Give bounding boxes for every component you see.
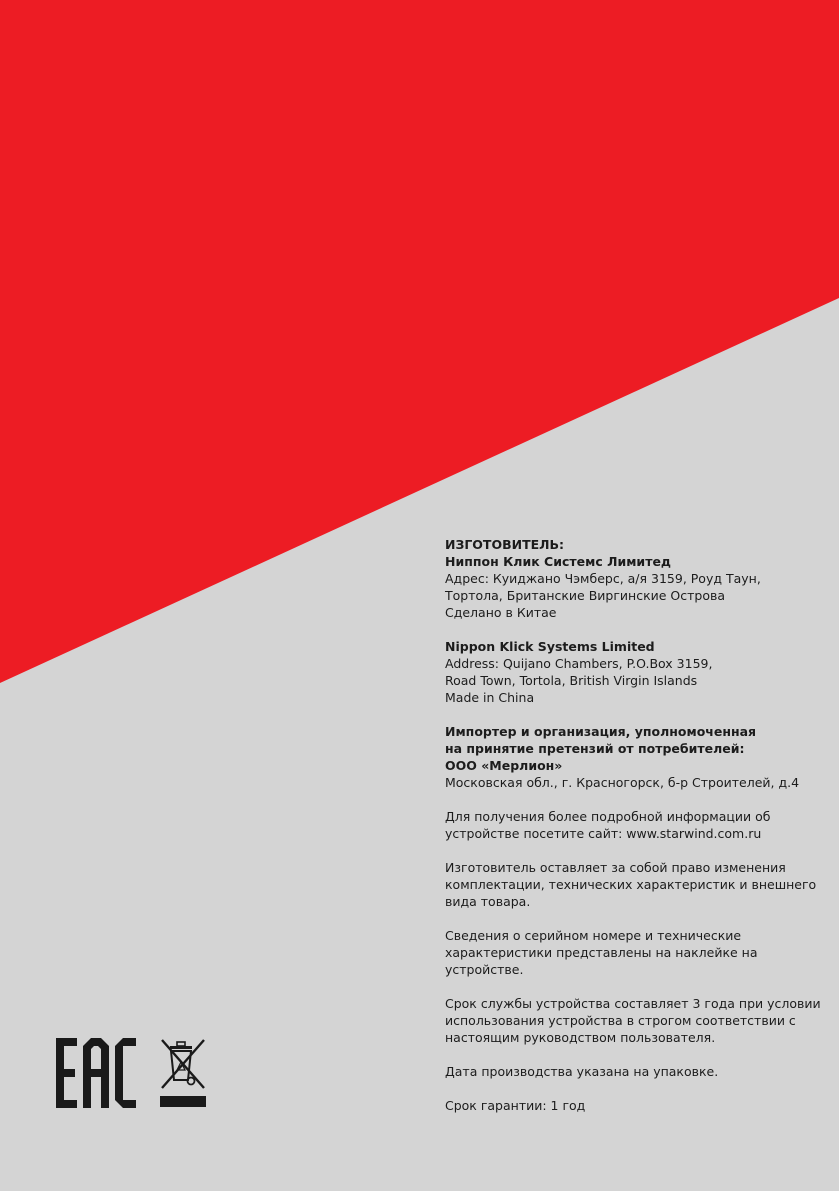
production-date-section	[445, 1063, 825, 1080]
manufacturer-heading: ИЗГОТОВИТЕЛЬ:	[445, 537, 565, 552]
service-life-line2: использования устройства в строгом соответствии с	[445, 1013, 796, 1028]
importer-address: Московская обл., г. Красногорск, б-р Строителей, д.4	[445, 775, 800, 790]
importer-heading-line1: Импортер и организация, уполномоченная	[445, 724, 757, 739]
rights-notice-section	[445, 859, 825, 910]
made-in-en: Made in China	[445, 690, 535, 705]
manufacturer-address-ru-line2: Тортола, Британские Виргинские Острова	[445, 588, 726, 603]
importer-company: ООО «Мерлион»	[445, 758, 563, 773]
serial-info-section	[445, 927, 825, 978]
importer-heading-line2: на принятие претензий от потребителей:	[445, 741, 745, 756]
rights-notice-line3: вида товара.	[445, 894, 531, 909]
rights-notice-line2: комплектации, технических характеристик и внешнего	[445, 877, 817, 892]
manufacturer-en-section	[445, 638, 825, 706]
manufacturer-address-ru-line1: Адрес: Куиджано Чэмберс, а/я 3159, Роуд Таун,	[445, 571, 761, 586]
more-info-line2: устройстве посетите сайт: www.starwind.com.ru	[445, 826, 762, 841]
warranty-section	[445, 1097, 825, 1114]
manufacturer-name-ru: Ниппон Клик Системс Лимитед	[445, 554, 672, 569]
serial-info-line2: характеристики представлены на наклейке на	[445, 945, 758, 960]
product-info-block	[445, 536, 825, 1131]
importer-section	[445, 723, 825, 791]
eac-icon	[56, 1038, 136, 1108]
serial-info-line3: устройстве.	[445, 962, 524, 977]
rights-notice-line1: Изготовитель оставляет за собой право изменения	[445, 860, 786, 875]
serial-info-line1: Сведения о серийном номере и технические	[445, 928, 742, 943]
certification-marks	[56, 1036, 216, 1110]
made-in-ru: Сделано в Китае	[445, 605, 557, 620]
production-date-text: Дата производства указана на упаковке.	[445, 1064, 719, 1079]
service-life-line3: настоящим руководством пользователя.	[445, 1030, 716, 1045]
service-life-section	[445, 995, 825, 1046]
service-life-line1: Срок службы устройства составляет 3 года при условии	[445, 996, 821, 1011]
warranty-text: Срок гарантии: 1 год	[445, 1098, 586, 1113]
manufacturer-address-en-line2: Road Town, Tortola, British Virgin Islands	[445, 673, 698, 688]
more-info-section	[445, 808, 825, 842]
manufacturer-ru-section	[445, 536, 825, 621]
crossed-bin-icon	[158, 1036, 208, 1110]
more-info-line1: Для получения более подробной информации об	[445, 809, 771, 824]
manufacturer-name-en: Nippon Klick Systems Limited	[445, 639, 655, 654]
manufacturer-address-en-line1: Address: Quijano Chambers, P.O.Box 3159,	[445, 656, 713, 671]
